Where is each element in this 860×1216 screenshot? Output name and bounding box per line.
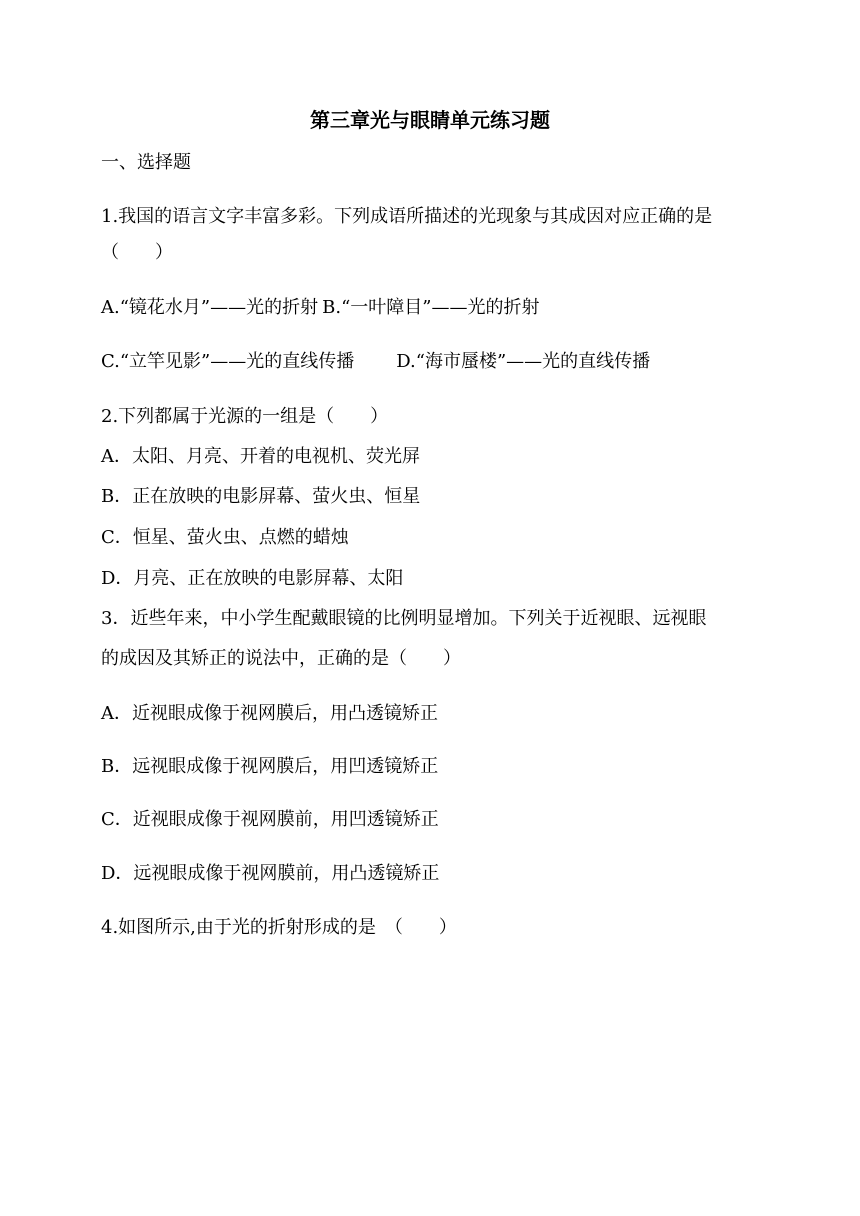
question-1-option-b: B.“一叶障目”——光的折射 <box>322 297 540 318</box>
question-3-option-a: A．近视眼成像于视网膜后，用凸透镜矫正 <box>101 703 438 724</box>
question-3-option-c: C．近视眼成像于视网膜前，用凹透镜矫正 <box>101 809 439 830</box>
question-2-stem: 2.下列都属于光源的一组是（ ） <box>101 406 389 427</box>
page-title: 第三章光与眼睛单元练习题 <box>310 108 550 132</box>
question-3-option-d: D．远视眼成像于视网膜前，用凸透镜矫正 <box>101 863 440 884</box>
question-3-option-b: B．远视眼成像于视网膜后，用凹透镜矫正 <box>101 756 439 777</box>
question-1-options-row2 <box>101 350 650 374</box>
question-2-option-c: C．恒星、萤火虫、点燃的蜡烛 <box>101 527 349 548</box>
question-2-option-b: B．正在放映的电影屏幕、萤火虫、恒星 <box>101 486 421 507</box>
question-1-options-row1 <box>101 296 539 320</box>
question-1-option-a: A.“镜花水月”——光的折射 <box>101 297 319 318</box>
question-1-stem-line1: 1.我国的语言文字丰富多彩。下列成语所描述的光现象与其成因对应正确的是 <box>101 206 713 227</box>
question-2-option-a: A．太阳、月亮、开着的电视机、荧光屏 <box>101 446 420 467</box>
question-1-option-c: C.“立竿见影”——光的直线传播 <box>101 351 355 372</box>
section-heading: 一、选择题 <box>101 152 191 173</box>
question-1-option-d: D.“海市蜃楼”——光的直线传播 <box>396 351 651 372</box>
question-2-option-d: D．月亮、正在放映的电影屏幕、太阳 <box>101 568 404 589</box>
question-1-stem-line2: （ ） <box>101 242 173 263</box>
question-3-stem-line1: 3．近些年来，中小学生配戴眼镜的比例明显增加。下列关于近视眼、远视眼 <box>101 608 707 629</box>
question-4-stem: 4.如图所示,由于光的折射形成的是 （ ） <box>101 917 457 938</box>
question-3-stem-line2: 的成因及其矫正的说法中，正确的是（ ） <box>101 648 461 669</box>
